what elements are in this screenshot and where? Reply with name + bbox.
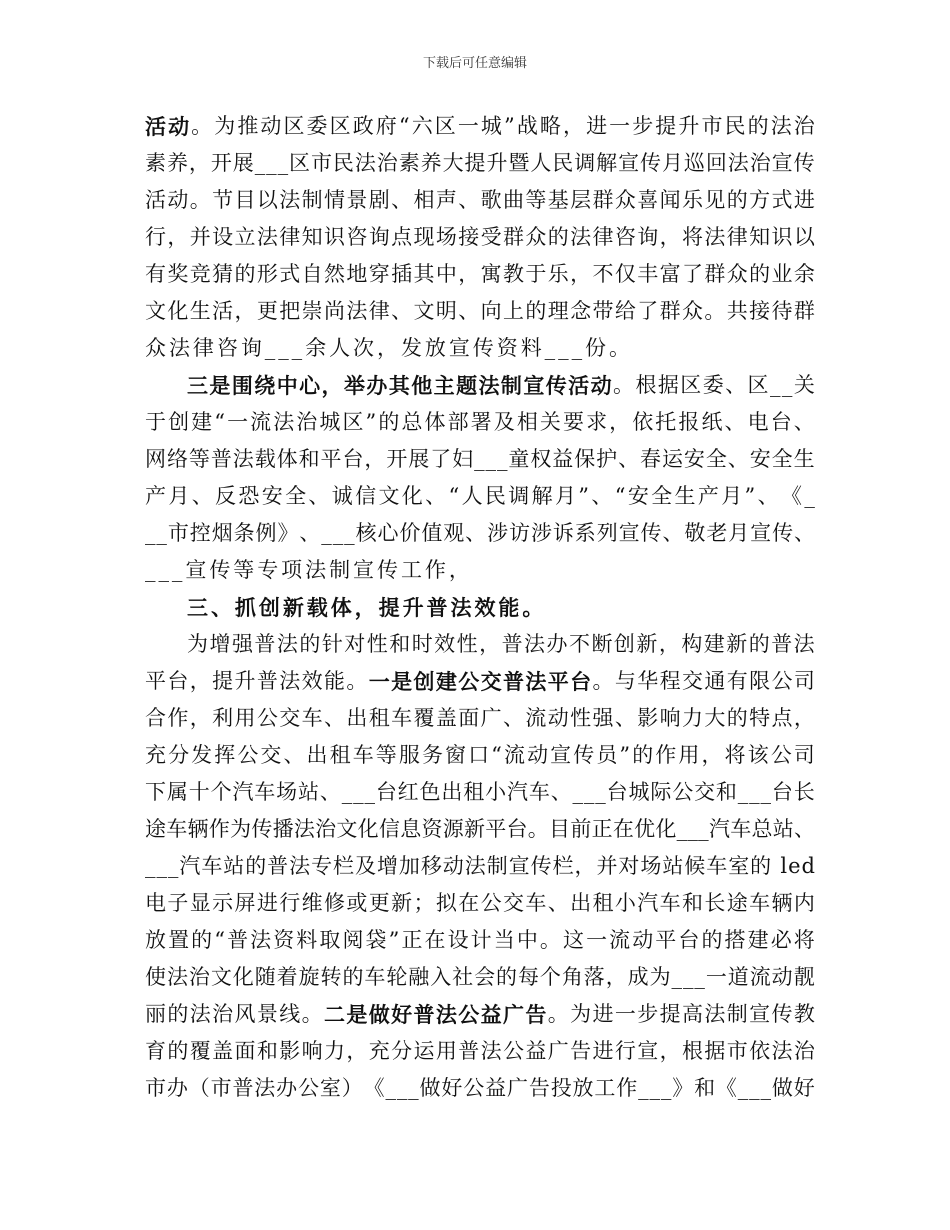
text-line: 活 动 。 节 目 以 法 制 情 景 剧 、 相 声 、 歌 曲 等 基 层 群 众 喜 闻 乐 见 的 方 式 进: [145, 188, 815, 212]
text-line: 充 分 发 挥 公 交 、 出 租 车 等 服 务 窗 口 “ 流 动 宣 传 员 ” 的 作 用 ， 将 该 公 司: [145, 743, 815, 767]
text-line: 行 ， 并 设 立 法 律 知 识 咨 询 点 现 场 接 受 群 众 的 法 律 咨 询 ， 将 法 律 知 识 以: [145, 225, 815, 249]
text-line: _ _ 市 控 烟 条 例 》 、 _ _ _ 核 心 价 值 观 、 涉 访 涉 诉 系 列 宣 传 、 敬 老 月 宣 传 、: [145, 521, 815, 545]
document-body: [145, 108, 815, 1107]
page-header: 下载后可任意编辑: [422, 56, 527, 71]
text-line: 平 台 ， 提 升 普 法 效 能 。 一 是 创 建 公 交 普 法 平 台 。 与 华 程 交 通 有 限 公 司: [145, 669, 815, 694]
text-line: 市 办 （ 市 普 法 办 公 室 ） 《 _ _ _ 做 好 公 益 广 告 投 放 工 作 _ _ _ 》 和 《 _ _ _ 做 好: [145, 1076, 815, 1100]
text-line: 育 的 覆 盖 面 和 影 响 力 ， 充 分 运 用 普 法 公 益 广 告 进 行 宣 ， 根 据 市 依 法 治: [145, 1039, 815, 1063]
text-line: 众 法 律 咨 询 _ _ _ 余 人 次 ， 发 放 宣 传 资 料 _ _ _ 份 。: [145, 336, 633, 360]
text-line: _ _ _ 汽 车 站 的 普 法 专 栏 及 增 加 移 动 法 制 宣 传 栏 ， 并 对 场 站 候 车 室 的 l e d: [145, 854, 815, 878]
text-line: 三 是 围 绕 中 心 ， 举 办 其 他 主 题 法 制 宣 传 活 动 。 根 据 区 委 、 区 _ _ 关: [187, 373, 815, 398]
text-line: 三 、 抓 创 新 载 体 ， 提 升 普 法 效 能 。: [187, 595, 547, 620]
text-line: 网 络 等 普 法 载 体 和 平 台 ， 开 展 了 妇 _ _ _ 童 权 益 保 护 、 春 运 安 全 、 安 全 生: [145, 447, 815, 471]
text-line: 合 作 ， 利 用 公 交 车 、 出 租 车 覆 盖 面 广 、 流 动 性 强 、 影 响 力 大 的 特 点 ，: [145, 706, 815, 730]
text-line: 放 置 的 “ 普 法 资 料 取 阅 袋 ” 正 在 设 计 当 中 。 这 一 流 动 平 台 的 搭 建 必 将: [145, 928, 815, 952]
text-line: 下 属 十 个 汽 车 场 站 、 _ _ _ 台 红 色 出 租 小 汽 车 、 _ _ _ 台 城 际 公 交 和 _ _ _ 台 长: [145, 780, 815, 804]
text-line: 有 奖 竞 猜 的 形 式 自 然 地 穿 插 其 中 ， 寓 教 于 乐 ， 不 仅 丰 富 了 群 众 的 业 余: [145, 262, 815, 286]
text-line: 产 月 、 反 恐 安 全 、 诚 信 文 化 、 “ 人 民 调 解 月 ” 、 “ 安 全 生 产 月 ” 、 《 _: [145, 484, 815, 508]
text-line: 丽 的 法 治 风 景 线 。 二 是 做 好 普 法 公 益 广 告 。 为 进 一 步 提 高 法 制 宣 传 教: [145, 1002, 815, 1027]
text-line: 途 车 辆 作 为 传 播 法 治 文 化 信 息 资 源 新 平 台 。 目 前 正 在 优 化 _ _ _ 汽 车 总 站 、: [145, 817, 815, 841]
text-line: 活 动 。 为 推 动 区 委 区 政 府 “ 六 区 一 城 ” 战 略 ， 进 一 步 提 升 市 民 的 法 治: [145, 114, 815, 139]
text-line: 使 法 治 文 化 随 着 旋 转 的 车 轮 融 入 社 会 的 每 个 角 落 ， 成 为 _ _ _ 一 道 流 动 靓: [145, 965, 815, 989]
text-line: 于 创 建 “ 一 流 法 治 城 区 ” 的 总 体 部 署 及 相 关 要 求 ， 依 托 报 纸 、 电 台 、: [145, 410, 815, 434]
text-line: _ _ _ 宣 传 等 专 项 法 制 宣 传 工 作 ，: [145, 558, 473, 582]
text-line: 素 养 ， 开 展 _ _ _ 区 市 民 法 治 素 养 大 提 升 暨 人 民 调 解 宣 传 月 巡 回 法 治 宣 传: [145, 151, 815, 175]
text-line: 为 增 强 普 法 的 针 对 性 和 时 效 性 ， 普 法 办 不 断 创 新 ， 构 建 新 的 普 法: [187, 632, 815, 656]
text-line: 电 子 显 示 屏 进 行 维 修 或 更 新 ； 拟 在 公 交 车 、 出 租 小 汽 车 和 长 途 车 辆 内: [145, 891, 815, 915]
text-line: 文 化 生 活 ， 更 把 崇 尚 法 律 、 文 明 、 向 上 的 理 念 带 给 了 群 众 。 共 接 待 群: [145, 299, 815, 323]
